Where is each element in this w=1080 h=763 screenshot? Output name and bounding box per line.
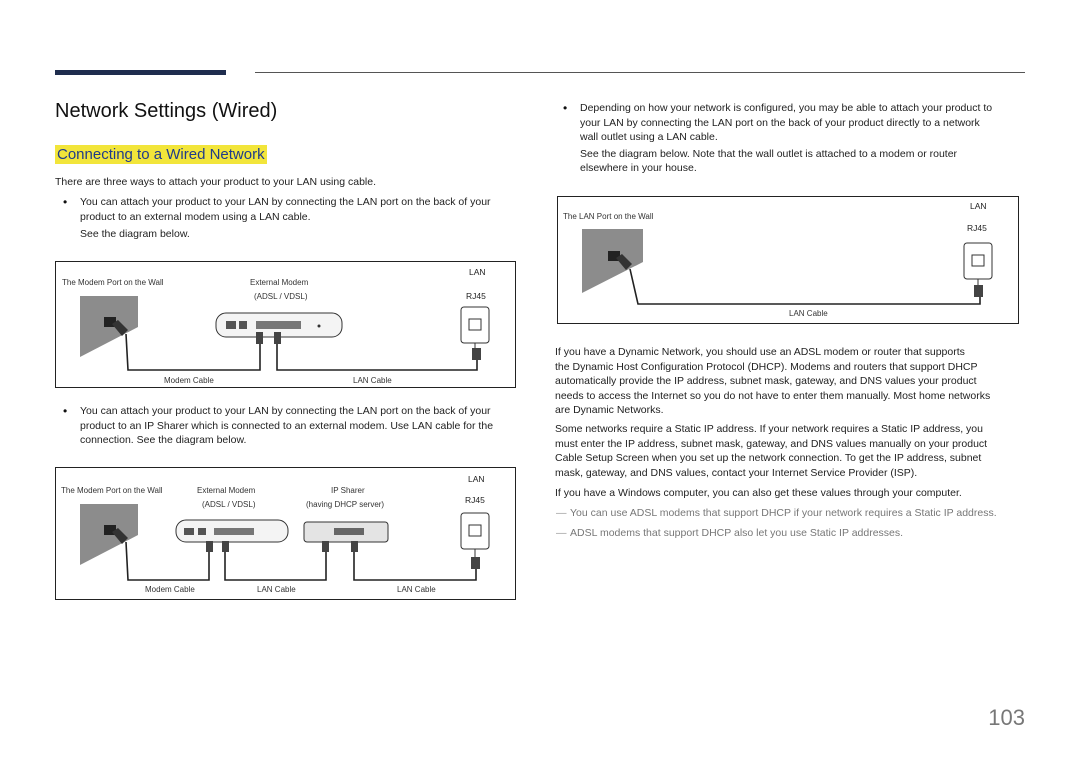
lan-cable-line (354, 552, 476, 580)
lan-label: LAN (970, 201, 987, 211)
modem-sub-label: (ADSL / VDSL) (254, 292, 308, 301)
diagram-wall-lan-svg (558, 197, 1018, 323)
modem-sub-label: (ADSL / VDSL) (202, 500, 256, 509)
dynamic-network-line2: the Dynamic Host Configuration Protocol (DHCP). Modems and routers that support DHCP (555, 360, 978, 373)
bullet-wall-outlet-see2: elsewhere in your house. (580, 162, 697, 174)
modem-led-icon (318, 325, 321, 328)
cable-plug-icon (974, 285, 983, 297)
modem-label: External Modem (197, 486, 256, 495)
bullet-wall-outlet-see1: See the diagram below. Note that the wall outlet is attached to a modem or router (580, 147, 958, 160)
modem-lan-ports-icon (214, 528, 254, 535)
diagram-modem-svg (56, 262, 515, 387)
windows-paragraph: If you have a Windows computer, you can also get these values through your computer. (555, 487, 962, 499)
wall-port-label: The LAN Port on the Wall (563, 212, 654, 221)
page-title: Network Settings (Wired) (55, 100, 278, 122)
modem-port-icon (198, 528, 206, 535)
dynamic-network-line4: needs to access the Internet so you do not have to enter them manually. Most home networks (555, 389, 991, 402)
bullet-ip-sharer-line2: product to an IP Sharer which is connected to an external modem. Use LAN cable for the (80, 419, 494, 432)
lan-cable-line (277, 344, 477, 370)
bullet-modem-line1: • You can attach your product to your LAN by connecting the LAN port on the back of your (80, 196, 491, 208)
modem-port-icon (226, 321, 236, 329)
lan-cable-label: LAN Cable (257, 585, 296, 594)
bullet-modem (80, 195, 520, 242)
ip-sharer-ports-icon (334, 528, 364, 535)
cable-plug-icon (222, 541, 229, 552)
static-ip-line2: must enter the IP address, subnet mask, gateway, and DNS values manually on your product (555, 437, 988, 450)
modem-lan-ports-icon (256, 321, 301, 329)
rj45-port-icon (972, 255, 984, 266)
bullet-modem-line2: product to an external modem using a LAN cable. (80, 210, 311, 223)
static-ip-line1: Some networks require a Static IP address. If your network requires a Static IP address, you (555, 423, 983, 435)
modem-port-icon (239, 321, 247, 329)
bullet-ip-sharer-line1: • You can attach your product to your LAN by connecting the LAN port on the back of your (80, 405, 491, 417)
lan-cable-label: LAN Cable (397, 585, 436, 594)
cable-plug-icon (206, 541, 213, 552)
lan-cable-label: LAN Cable (789, 309, 828, 318)
modem-cable-label: Modem Cable (164, 376, 214, 385)
cable-plug-icon (472, 348, 481, 360)
rj45-label: RJ45 (465, 495, 485, 505)
bullet-wall-outlet-line2: your LAN by connecting the LAN port on the back of your product directly to a network (580, 116, 980, 129)
bullet-modem-see: See the diagram below. (80, 228, 190, 240)
modem-cable-label: Modem Cable (145, 585, 195, 594)
intro-text: There are three ways to attach your product to your LAN using cable. (55, 176, 377, 188)
header-rule (255, 72, 1025, 73)
lan-label: LAN (469, 267, 486, 277)
bullet-ip-sharer (80, 404, 520, 448)
diagram-ip-sharer (55, 467, 516, 600)
dynamic-network-line1: If you have a Dynamic Network, you should use an ADSL modem or router that supports (555, 346, 965, 358)
dynamic-network-paragraph (555, 345, 1025, 418)
modem-cable-line (126, 542, 209, 580)
diagram-wall-lan (557, 196, 1019, 324)
rj45-port-icon (469, 525, 481, 536)
modem-label: External Modem (250, 278, 309, 287)
static-ip-line3: Cable Setup Screen when you set up the network connection. To get the IP address, subnet (555, 452, 982, 464)
diagram-modem (55, 261, 516, 388)
lan-label: LAN (468, 474, 485, 484)
bullet-wall-outlet (580, 101, 1025, 176)
cable-plug-icon (471, 557, 480, 569)
note-adsl-static: ― ADSL modems that support DHCP also let you use Static IP addresses. (570, 526, 1025, 540)
rj45-label: RJ45 (967, 223, 987, 233)
dynamic-network-line3: automatically provide the IP address, subnet mask, gateway, and DNS values your product (555, 375, 977, 387)
rj45-port-icon (469, 319, 481, 330)
lan-cable-line (225, 552, 326, 580)
bullet-wall-outlet-line3: wall outlet using a LAN cable. (580, 131, 718, 143)
bullet-ip-sharer-line3: connection. See the diagram below. (80, 434, 247, 446)
cable-plug-icon (274, 332, 281, 344)
bullet-wall-outlet-line1: • Depending on how your network is configured, you may be able to attach your product to (580, 102, 993, 114)
header-accent-bar (55, 70, 226, 75)
wall-port-label: The Modem Port on the Wall (61, 486, 163, 495)
lan-cable-label: LAN Cable (353, 376, 392, 385)
cable-plug-icon (351, 541, 358, 552)
cable-plug-icon (322, 541, 329, 552)
wall-port-label: The Modem Port on the Wall (62, 278, 164, 287)
note-static-ip: ― You can use ADSL modems that support DHCP if your network requires a Static IP address. (570, 506, 1025, 520)
modem-port-icon (184, 528, 194, 535)
lan-cable-line (630, 269, 980, 304)
page-number: 103 (988, 705, 1025, 730)
dynamic-network-line5: are Dynamic Networks. (555, 404, 664, 416)
cable-plug-icon (256, 332, 263, 344)
modem-cable-line (126, 334, 260, 370)
static-ip-line4: mask, gateway, and DNS values, contact your Internet Service Provider (ISP). (555, 466, 918, 479)
ip-sharer-label: IP Sharer (331, 486, 365, 495)
diagram-ip-sharer-svg (56, 468, 515, 599)
static-ip-paragraph (555, 422, 1025, 480)
ip-sharer-sub-label: (having DHCP server) (306, 500, 385, 509)
rj45-label: RJ45 (466, 291, 486, 301)
section-title: Connecting to a Wired Network (57, 146, 265, 163)
